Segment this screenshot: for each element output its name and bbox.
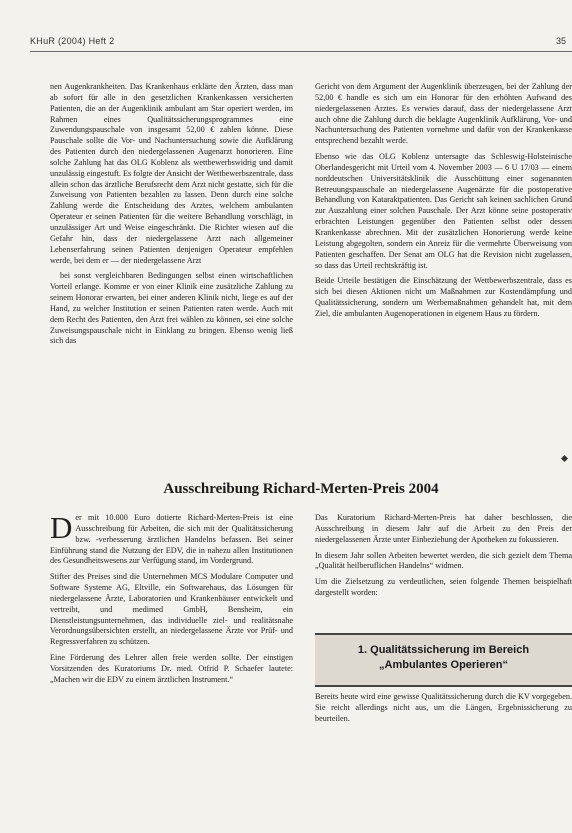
section-body [315, 692, 572, 742]
article-paragraph: nen Augenkrankheiten. Das Krankenhaus erklärte den Ärzten, dass man ab sofort für alle in den gesetzlichen Krankenkassen versicherten Patienten, die an der Augenklinik ambulant am Star operiert werden, im Rahmen eines Qualitätssicherungsprogrammes eine Zuwendungspauschale von insgesamt 52,00 € zahlen könne. Diese Pauschale sollte die Vor- und Nachuntersuchung sowie die Aufklärung des Patienten durch den niedergelassenen Augenarzt honorieren. Eine solche Zahlung hat das OLG Koblenz als wettbewerbswidrig und damit unzulässig eingestuft. Es folgte der Ansicht der Wettbewerbszentrale, dass allein schon das ärztliche Berufsrecht dem Arzt nicht gestatte, sich für die Zuweisung von Patienten bezahlen zu lassen. Denn durch eine solche Zahlung werde die Entscheidung des Arztes, welchem ambulanten Operateur er seinen Patienten für die weitere Behandlung vorschlägt, in unzulässiger Art und Weise eingeschränkt. Die Richter wiesen auf die Gefahr hin, dass der niedergelassene Arzt nach allgemeiner Lebenserfahrung seinen Patienten denjenigen Operateur empfehlen werde, bei dem er — der niedergelassene Arzt [50, 82, 293, 265]
article-paragraph: Beide Urteile bestätigen die Einschätzung der Wettbewerbszentrale, dass es sich bei diesen Aktionen nicht um Maßnahmen zur Kostendämpfung und Qualitätssicherung, sondern um Werbemaßnahmen gehandelt hat, mit dem Ziel, die ambulanten Augenoperationen in eigenem Haus zu fördern. [315, 276, 572, 318]
announcement-paragraph: Das Kuratorium Richard-Merten-Preis hat daher beschlossen, die Ausschreibung in diesem Jahr auf die Arbeit zu den Preis der niedergelassenen Ärzte unter Einbeziehung der Apotheken zu fokussieren. [315, 513, 572, 544]
announcement-paragraph: In diesem Jahr sollen Arbeiten bewertet werden, die sich gezielt dem Thema „Qualität heilberuflichen Handelns“ widmen. [315, 550, 572, 571]
announcement-right-column [315, 513, 572, 623]
announcement-lead-text: er mit 10.000 Euro dotierte Richard-Merten-Preis ist eine Ausschreibung für Arbeiten, die sich mit der Qualitätssicherung bzw. -verbesserung ärztlichen Handelns befassen. Bei seiner Einführung stand die Nutzung der EDV, die in nahezu allen Institutionen des Gesundheitswesens zur Verfügung stand, im Vordergrund. [50, 513, 293, 566]
header-rule [30, 51, 572, 52]
announcement-paragraph [50, 513, 293, 567]
drop-cap: D [50, 513, 73, 545]
section-heading-box [315, 633, 572, 687]
article-paragraph: Gericht von dem Argument der Augenklinik überzeugen, bei der Zahlung der 52,00 € handle es sich um ein Honorar für den erhöhten Aufwand des niedergelassenen Arztes. Es verwies darauf, dass der niedergelassene Arzt auch ohne die Zahlung durch die beklagte Augenklinik Aufklärung, Vor- und Nachuntersuchung des Patienten vornehme und dafür von der Krankenkasse entsprechend bezahlt werde. [315, 82, 572, 146]
announcement-title: Ausschreibung Richard-Merten-Preis 2004 [163, 481, 439, 497]
section-heading: 1. Qualitätssicherung im Bereich „Ambulantes Operieren“ [357, 644, 530, 671]
announcement-paragraph: Stifter des Preises sind die Unternehmen MCS Modulare Computer und Software Systeme AG, Eltville, ein Softwarehaus, das Lösungen für niedergelassene Ärzte, Laboratorien und Krankenhäuser entwickelt und vertreibt, und medimed GmbH, Bensheim, ein Dienstleistungsunternehmen, das individuelle ziel- und realitätsnahe Verordnungsübersichten erstellt, an niedergelassene Ärzte vor Prüf- und Regressverfahren zu schützen. [50, 572, 293, 647]
announcement-left-column [50, 513, 293, 833]
section-paragraph: Bereits heute wird eine gewisse Qualitätssicherung durch die KV vorgegeben. Sie reicht allerdings nicht aus, um die Längen, Ergebnissicherung zu beurteilen. [315, 692, 572, 723]
article-right-column [315, 82, 572, 464]
announcement-paragraph: Um die Zielsetzung zu verdeutlichen, seien folgende Themen beispielhaft dargestellt worden: [315, 577, 572, 598]
page-number: 35 [555, 36, 566, 46]
running-header: KHuR (2004) Heft 2 [30, 36, 115, 46]
announcement-paragraph: Eine Förderung des Lehrer allen freie werden sollte. Der einstigen Vorsitzenden des Kuratoriums Dr. med. Otfrid P. Schaefer lautete: „Machen wir die EDV zu einem ärztlichen Instrument.“ [50, 653, 293, 684]
article-paragraph: bei sonst vergleichbaren Bedingungen selbst einen wirtschaftlichen Vorteil erlange. Komme er von einer Klinik eine zusätzliche Zahlung zu seinem Honorar erwarten, bei einer anderen Klinik nicht, liege es auf der Hand, zu welcher Institution er seinen Patienten raten werde. Auch mit dem Recht des Patienten, den Arzt frei wählen zu können, sei eine solche Zuweisungspauschale nicht in Einklang zu bringen. Ebenso wenig ließ sich das [50, 271, 293, 346]
article-paragraph: Ebenso wie das OLG Koblenz untersagte das Schleswig-Holsteinische Oberlandesgericht mit Urteil vom 4. November 2003 — 6 U 17/03 — einem norddeutschen Universitätsklinik die Ausschüttung einer sogenannten Betreuungspauschale an niedergelassene Augenärzte für die postoperative Behandlung von Kataraktpatienten. Das Gericht sah keinen sachlichen Grund zur Auszahlung einer solchen Pauschale. Der Arzt könne seine postoperativ erbrachten Leistungen gegenüber den Patienten selbst oder dessen Krankenkasse abrechnen. Mit der zusätzlichen Honorierung werde keine Leistung abgegolten, sondern ein Anreiz für die vermehrte Überweisung von Patienten geschaffen. Der Senat am OLG hat die Revision nicht zugelassen, so dass das Urteil rechtskräftig ist. [315, 152, 572, 270]
article-left-column [50, 82, 293, 464]
